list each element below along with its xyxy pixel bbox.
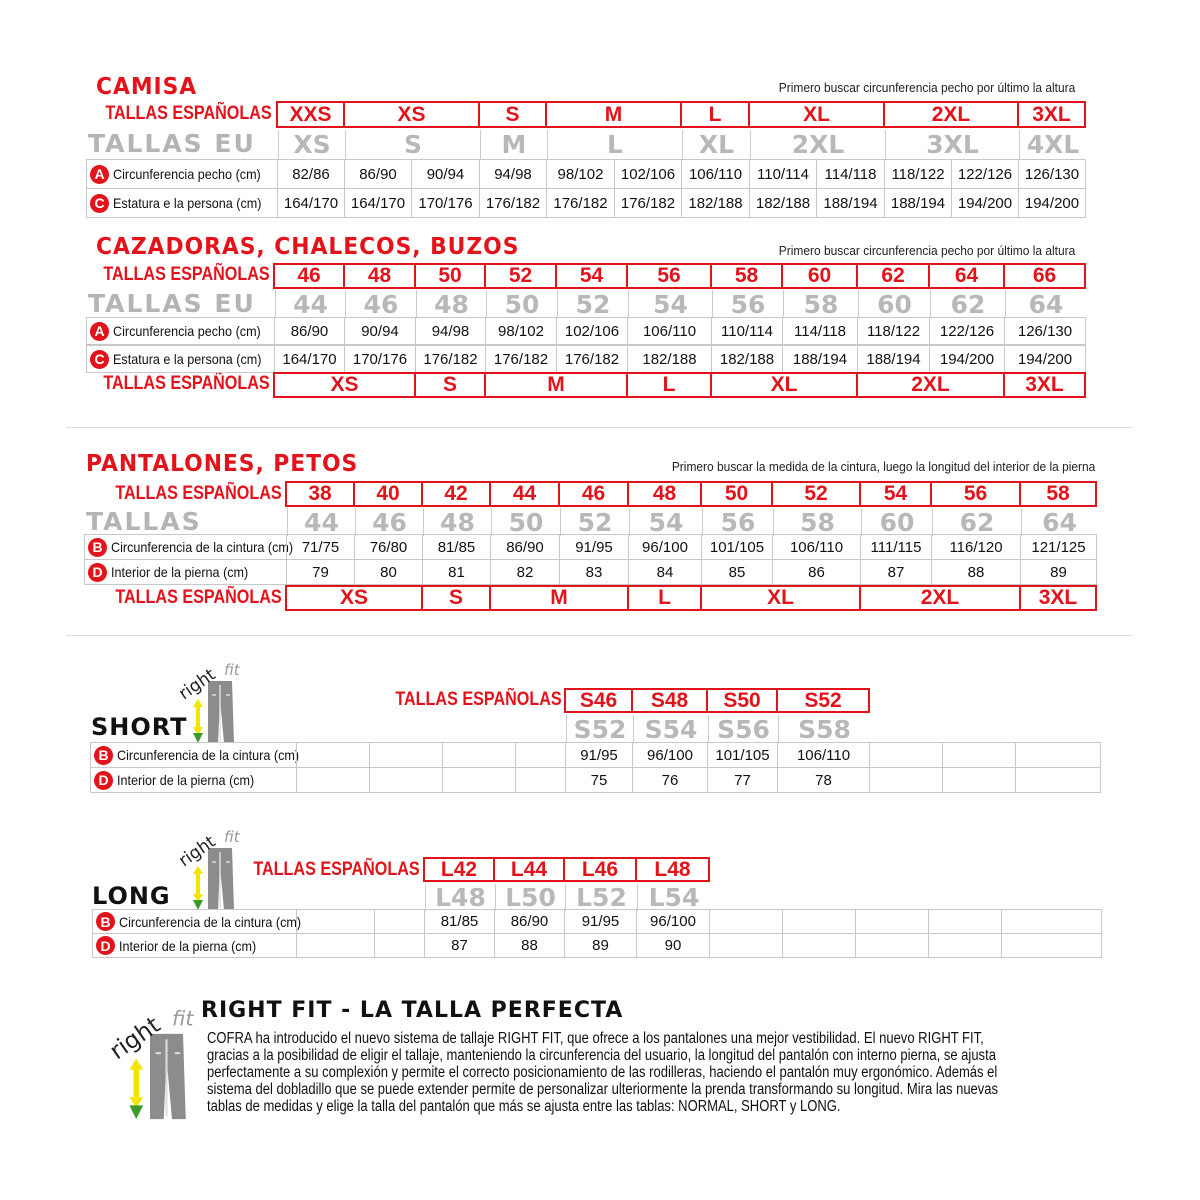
table-cell <box>296 933 375 958</box>
eu-size-cell: XL <box>682 130 750 159</box>
spanish-size-cell: 3XL <box>1017 101 1086 128</box>
table-cell: 86/90 <box>490 534 560 560</box>
footer-paragraph <box>207 1030 1097 1115</box>
table-cell: 101/105 <box>707 742 778 768</box>
eu-size-cell: 54 <box>629 508 702 536</box>
table-cell: 75 <box>565 767 633 793</box>
table-cell <box>782 933 856 958</box>
rightfit-logo-icon <box>168 822 248 912</box>
spanish-size-cell: 46 <box>558 481 629 507</box>
row-label-text: Estatura e la persona (cm) <box>113 351 262 367</box>
spanish-letter-size-cell: 3XL <box>1003 372 1086 398</box>
spanish-letter-size-cell: XL <box>710 372 858 398</box>
short-title: SHORT <box>91 713 188 741</box>
spanish-letter-size-cell: 2XL <box>859 585 1021 611</box>
cazadoras-eu-label: TALLAS EU <box>88 289 256 318</box>
eu-size-cell: 58 <box>773 508 861 536</box>
table-cell <box>1001 933 1102 958</box>
table-cell <box>296 767 370 793</box>
eu-size-cell: 56 <box>702 508 773 536</box>
table-cell: 194/200 <box>929 345 1005 373</box>
eu-size-cell: 62 <box>930 290 1005 318</box>
table-cell: 96/100 <box>636 909 710 934</box>
spanish-size-cell: L44 <box>493 857 565 882</box>
row-label <box>90 767 297 793</box>
eu-size-cell: S56 <box>708 715 778 743</box>
spanish-size-cell: 46 <box>273 263 345 289</box>
row-label <box>92 909 302 934</box>
eu-size-cell: 54 <box>628 290 712 318</box>
table-cell <box>1001 909 1102 934</box>
eu-size-cell: L54 <box>637 884 710 911</box>
spanish-letter-size-cell: L <box>626 372 712 398</box>
row-label <box>86 188 278 218</box>
badge-d-icon: D <box>88 563 107 582</box>
eu-size-cell: 60 <box>858 290 930 318</box>
eu-size-cell: S58 <box>778 715 870 743</box>
table-cell: 170/176 <box>411 188 480 218</box>
footer-line: COFRA ha introducido el nuevo sistema de tallaje RIGHT FIT, que ofrece a los pantalones una mejor vestibilidad. El nuevo RIGHT FIT, <box>207 1030 984 1047</box>
table-cell: 86/90 <box>274 317 345 345</box>
pantalones-bottom-label: TALLAS ESPAÑOLAS <box>115 587 282 608</box>
table-cell: 188/194 <box>857 345 930 373</box>
spanish-size-cell: S46 <box>564 688 633 713</box>
row-label-text: Interior de la pierna (cm) <box>111 564 249 580</box>
camisa-eu-label: TALLAS EU <box>88 129 256 158</box>
table-cell: 188/194 <box>816 188 885 218</box>
table-cell <box>942 767 1016 793</box>
table-cell <box>442 742 516 768</box>
table-cell: 114/118 <box>816 159 885 189</box>
table-cell: 89 <box>1020 559 1097 585</box>
spanish-letter-size-cell: S <box>421 585 491 611</box>
cazadoras-title: CAZADORAS, CHALECOS, BUZOS <box>96 234 520 260</box>
badge-a-icon: A <box>90 165 109 184</box>
table-cell: 164/170 <box>344 188 412 218</box>
spanish-letter-size-cell: XS <box>273 372 416 398</box>
table-cell: 83 <box>559 559 629 585</box>
eu-size-cell: 2XL <box>750 130 885 159</box>
table-cell: 87 <box>860 559 932 585</box>
table-cell: 86 <box>772 559 861 585</box>
badge-a-icon: A <box>90 322 109 341</box>
table-cell: 98/102 <box>485 317 557 345</box>
table-cell: 106/110 <box>777 742 870 768</box>
table-cell: 71/75 <box>286 534 355 560</box>
eu-size-cell: 62 <box>932 508 1021 536</box>
spanish-size-cell: 58 <box>1019 481 1097 507</box>
spanish-size-cell: 48 <box>627 481 702 507</box>
table-cell: 85 <box>701 559 773 585</box>
footer-line: sistema del dobladillo que se puede extender permite de personalizar ulteriormente la prenda transformando su longitud. Mira las nuevas <box>207 1081 999 1098</box>
table-cell <box>855 909 929 934</box>
eu-size-cell: 56 <box>712 290 783 318</box>
table-cell: 164/170 <box>274 345 345 373</box>
table-cell: 101/105 <box>701 534 773 560</box>
row-label <box>86 317 275 345</box>
table-cell <box>928 933 1002 958</box>
badge-c-icon: C <box>90 194 109 213</box>
spanish-size-cell: S50 <box>706 688 778 713</box>
table-cell: 79 <box>286 559 355 585</box>
pantalones-es-label: TALLAS ESPAÑOLAS <box>115 483 282 504</box>
eu-size-cell: XS <box>278 130 345 159</box>
table-cell: 90/94 <box>344 317 416 345</box>
table-cell: 86/90 <box>344 159 412 189</box>
badge-b-icon: B <box>96 912 115 931</box>
spanish-size-cell: L <box>680 101 750 128</box>
eu-size-cell: 50 <box>491 508 560 536</box>
row-label-text: Interior de la pierna (cm) <box>119 937 257 954</box>
table-cell: 118/122 <box>857 317 930 345</box>
spanish-size-cell: M <box>545 101 682 128</box>
spanish-size-cell: S52 <box>776 688 870 713</box>
table-cell: 194/200 <box>1004 345 1086 373</box>
eu-size-cell: 64 <box>1021 508 1097 536</box>
spanish-size-cell: 48 <box>343 263 416 289</box>
table-cell <box>1015 742 1101 768</box>
spanish-size-cell: 60 <box>781 263 858 289</box>
cazadoras-bottom-label: TALLAS ESPAÑOLAS <box>103 373 270 394</box>
table-cell: 87 <box>424 933 495 958</box>
table-cell: 110/114 <box>711 317 783 345</box>
spanish-size-cell: 40 <box>353 481 423 507</box>
table-cell: 76/80 <box>354 534 423 560</box>
eu-size-cell: L52 <box>565 884 637 911</box>
table-cell <box>855 933 929 958</box>
table-cell: 90/94 <box>411 159 480 189</box>
eu-size-cell: 4XL <box>1019 130 1086 159</box>
table-cell: 96/100 <box>632 742 708 768</box>
spanish-size-cell: 2XL <box>883 101 1019 128</box>
table-cell <box>442 767 516 793</box>
table-cell: 176/182 <box>556 345 628 373</box>
footer-line: tablas de medidas y elige la talla del pantalón que más se ajusta entre las tablas: NORMAL, SHORT y LONG. <box>207 1098 841 1115</box>
footer-line: perfectamente a su complexión y permite el correcto posicionamiento de las rodilleras, haciendo el pantalón muy ergonómico. Además el <box>207 1064 998 1081</box>
table-cell: 106/110 <box>681 159 750 189</box>
table-cell: 84 <box>628 559 702 585</box>
footer-line: gracias a la posibilidad de eligir el tallaje, manteniendo la circunferencia del usuario, la longitud del pantalón con interno pierna, se ajusta <box>207 1047 996 1064</box>
table-cell: 81 <box>422 559 491 585</box>
table-cell: 194/200 <box>1018 188 1086 218</box>
table-cell: 170/176 <box>344 345 416 373</box>
table-cell <box>296 909 375 934</box>
table-cell: 176/182 <box>479 188 547 218</box>
divider <box>66 427 1132 428</box>
row-label-text: Circunferencia de la cintura (cm) <box>117 747 300 763</box>
spanish-letter-size-cell: M <box>489 585 629 611</box>
table-cell: 118/122 <box>884 159 952 189</box>
table-cell: 106/110 <box>772 534 861 560</box>
spanish-size-cell: 54 <box>555 263 628 289</box>
table-cell <box>369 742 443 768</box>
table-cell: 114/118 <box>782 317 858 345</box>
eu-size-cell: 48 <box>423 508 491 536</box>
table-cell <box>942 742 1016 768</box>
spanish-size-cell: XL <box>748 101 885 128</box>
row-label <box>92 933 297 958</box>
table-cell: 126/130 <box>1004 317 1086 345</box>
table-cell: 122/126 <box>951 159 1019 189</box>
eu-size-cell: 48 <box>416 290 486 318</box>
table-cell: 81/85 <box>424 909 495 934</box>
badge-d-icon: D <box>94 771 113 790</box>
badge-b-icon: B <box>94 746 113 765</box>
eu-size-cell: M <box>480 130 547 159</box>
table-cell: 82/86 <box>277 159 345 189</box>
table-cell: 80 <box>354 559 423 585</box>
spanish-size-cell: 58 <box>710 263 783 289</box>
eu-size-cell: 50 <box>486 290 557 318</box>
row-label <box>84 534 294 560</box>
spanish-size-cell: 56 <box>930 481 1021 507</box>
table-cell: 110/114 <box>749 159 817 189</box>
spanish-letter-size-cell: M <box>484 372 628 398</box>
table-cell: 182/188 <box>627 345 712 373</box>
camisa-title: CAMISA <box>96 74 198 100</box>
eu-size-cell: 3XL <box>885 130 1019 159</box>
badge-b-icon: B <box>88 538 107 557</box>
camisa-es-label: TALLAS ESPAÑOLAS <box>105 103 272 124</box>
row-label-text: Circunferencia de la cintura (cm) <box>111 539 294 555</box>
table-cell: 182/188 <box>681 188 750 218</box>
table-cell: 188/194 <box>884 188 952 218</box>
spanish-size-cell: 52 <box>484 263 557 289</box>
spanish-letter-size-cell: S <box>414 372 486 398</box>
table-cell: 96/100 <box>628 534 702 560</box>
spanish-size-cell: 66 <box>1003 263 1086 289</box>
divider <box>66 635 1132 636</box>
table-cell: 102/106 <box>614 159 682 189</box>
table-cell: 90 <box>636 933 710 958</box>
spanish-size-cell: S48 <box>631 688 708 713</box>
spanish-letter-size-cell: XS <box>285 585 423 611</box>
table-cell: 86/90 <box>494 909 565 934</box>
table-cell <box>374 933 425 958</box>
short-es-label: TALLAS ESPAÑOLAS <box>395 689 562 710</box>
eu-size-cell: S52 <box>566 715 633 743</box>
cazadoras-es-label: TALLAS ESPAÑOLAS <box>103 264 270 285</box>
row-label-text: Circunferencia pecho (cm) <box>113 323 261 339</box>
spanish-size-cell: 64 <box>928 263 1005 289</box>
eu-size-cell: 46 <box>355 508 423 536</box>
camisa-note: Primero buscar circunferencia pecho por último la altura <box>778 80 1075 95</box>
table-cell: 111/115 <box>860 534 932 560</box>
table-cell: 102/106 <box>556 317 628 345</box>
table-cell: 122/126 <box>929 317 1005 345</box>
table-cell: 94/98 <box>479 159 547 189</box>
spanish-size-cell: 50 <box>700 481 773 507</box>
table-cell: 176/182 <box>546 188 615 218</box>
eu-size-cell: S <box>345 130 480 159</box>
row-label-text: Estatura e la persona (cm) <box>113 195 262 211</box>
table-cell <box>782 909 856 934</box>
eu-size-cell: 52 <box>560 508 629 536</box>
spanish-letter-size-cell: 3XL <box>1019 585 1097 611</box>
spanish-letter-size-cell: XL <box>700 585 861 611</box>
table-cell: 81/85 <box>422 534 491 560</box>
table-cell: 98/102 <box>546 159 615 189</box>
spanish-size-cell: 54 <box>859 481 932 507</box>
eu-size-cell: S54 <box>633 715 708 743</box>
spanish-size-cell: XXS <box>276 101 345 128</box>
table-cell: 91/95 <box>565 742 633 768</box>
row-label-text: Circunferencia de la cintura (cm) <box>119 913 302 930</box>
spanish-size-cell: 50 <box>414 263 486 289</box>
table-cell: 194/200 <box>951 188 1019 218</box>
table-cell: 78 <box>777 767 870 793</box>
pantalones-title: PANTALONES, PETOS <box>86 451 359 477</box>
rightfit-logo-icon <box>95 995 205 1125</box>
table-cell: 182/188 <box>749 188 817 218</box>
table-cell <box>1015 767 1101 793</box>
pantalones-note: Primero buscar la medida de la cintura, luego la longitud del interior de la pierna <box>671 459 1095 474</box>
eu-size-cell: 64 <box>1005 290 1086 318</box>
table-cell <box>869 767 943 793</box>
spanish-size-cell: L46 <box>563 857 637 882</box>
table-cell: 82 <box>490 559 560 585</box>
spanish-size-cell: 42 <box>421 481 491 507</box>
table-cell: 182/188 <box>711 345 783 373</box>
row-label <box>86 345 275 373</box>
table-cell: 176/182 <box>415 345 486 373</box>
spanish-size-cell: XS <box>343 101 480 128</box>
table-cell <box>296 742 370 768</box>
eu-size-cell: 60 <box>861 508 932 536</box>
spanish-letter-size-cell: 2XL <box>856 372 1005 398</box>
table-cell <box>869 742 943 768</box>
table-cell <box>374 909 425 934</box>
badge-c-icon: C <box>90 350 109 369</box>
table-cell: 176/182 <box>485 345 557 373</box>
row-label-text: Circunferencia pecho (cm) <box>113 166 261 182</box>
table-cell: 164/170 <box>277 188 345 218</box>
spanish-size-cell: 56 <box>626 263 712 289</box>
table-cell: 76 <box>632 767 708 793</box>
eu-size-cell: L <box>547 130 682 159</box>
table-cell <box>709 909 783 934</box>
table-cell: 88 <box>931 559 1021 585</box>
table-cell <box>369 767 443 793</box>
table-cell: 121/125 <box>1020 534 1097 560</box>
table-cell: 89 <box>564 933 637 958</box>
table-cell <box>515 742 566 768</box>
table-cell: 91/95 <box>559 534 629 560</box>
eu-size-cell: L50 <box>495 884 565 911</box>
table-cell <box>928 909 1002 934</box>
row-label <box>90 742 300 768</box>
eu-size-cell: 52 <box>557 290 628 318</box>
table-cell <box>515 767 566 793</box>
row-label <box>84 559 287 585</box>
eu-size-cell: 44 <box>275 290 345 318</box>
spanish-size-cell: 52 <box>771 481 861 507</box>
pantalones-eu-label: TALLAS <box>86 507 202 536</box>
table-cell: 126/130 <box>1018 159 1086 189</box>
spanish-size-cell: 44 <box>489 481 560 507</box>
table-cell: 176/182 <box>614 188 682 218</box>
row-label-text: Interior de la pierna (cm) <box>117 772 255 788</box>
eu-size-cell: 46 <box>345 290 416 318</box>
table-cell: 91/95 <box>564 909 637 934</box>
eu-size-cell: 58 <box>783 290 858 318</box>
spanish-letter-size-cell: L <box>627 585 702 611</box>
long-es-label: TALLAS ESPAÑOLAS <box>253 859 420 880</box>
spanish-size-cell: L48 <box>635 857 710 882</box>
spanish-size-cell: S <box>478 101 547 128</box>
table-cell: 188/194 <box>782 345 858 373</box>
table-cell <box>709 933 783 958</box>
spanish-size-cell: 62 <box>856 263 930 289</box>
table-cell: 116/120 <box>931 534 1021 560</box>
table-cell: 77 <box>707 767 778 793</box>
footer-title: RIGHT FIT - LA TALLA PERFECTA <box>201 998 624 1023</box>
table-cell: 88 <box>494 933 565 958</box>
table-cell: 94/98 <box>415 317 486 345</box>
spanish-size-cell: L42 <box>423 857 495 882</box>
row-label <box>86 159 278 189</box>
cazadoras-note: Primero buscar circunferencia pecho por último la altura <box>778 243 1075 258</box>
eu-size-cell: L48 <box>425 884 495 911</box>
table-cell: 106/110 <box>627 317 712 345</box>
badge-d-icon: D <box>96 936 115 955</box>
spanish-size-cell: 38 <box>285 481 355 507</box>
eu-size-cell: 44 <box>287 508 355 536</box>
rightfit-logo-icon <box>168 655 248 745</box>
long-title: LONG <box>92 882 171 910</box>
